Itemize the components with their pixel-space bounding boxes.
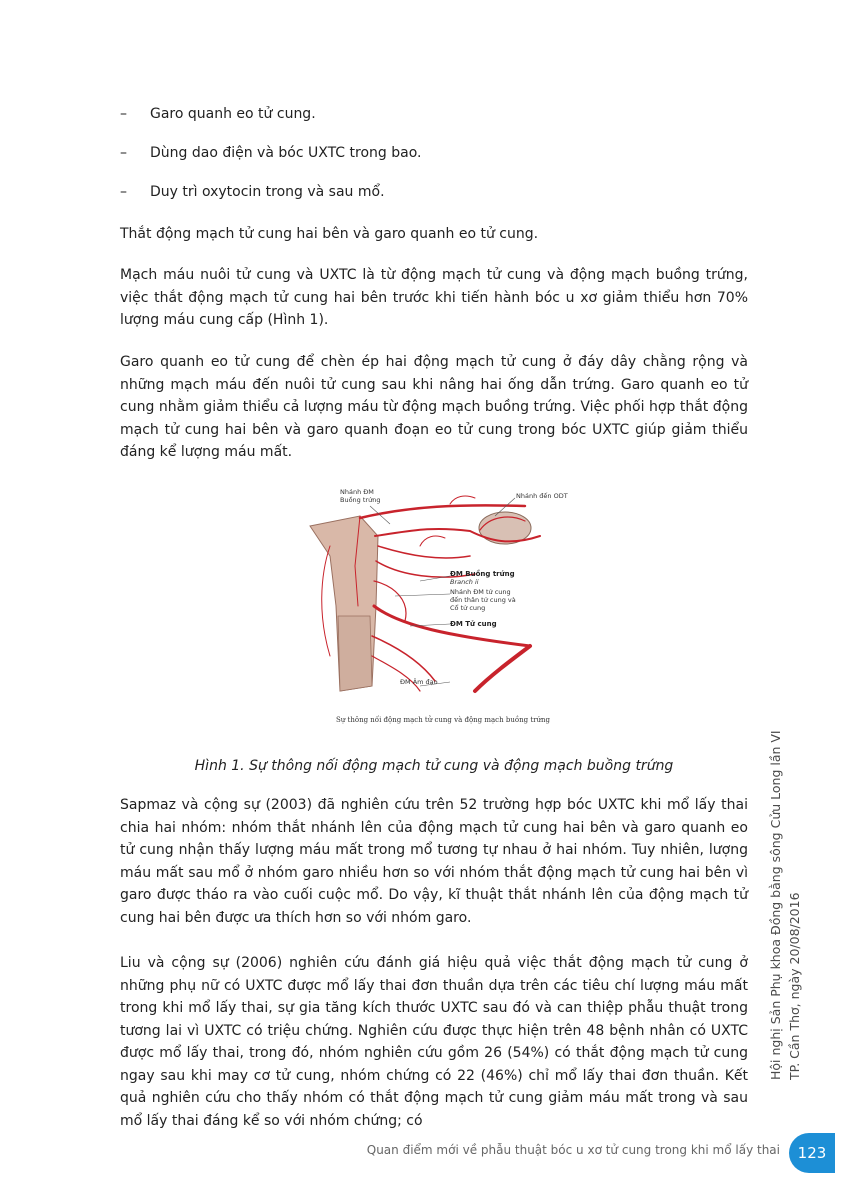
label-ovarian-artery: ĐM Buồng trứng (450, 570, 515, 578)
label-ovarian-branch-1: Nhánh ĐM (340, 488, 374, 496)
page-number-badge (789, 1133, 835, 1173)
page-number: 123 (797, 1144, 827, 1162)
figure-inner-caption: Sự thông nối động mạch tử cung và động mạch buồng trứng (336, 716, 550, 724)
conference-side-banner (766, 660, 804, 1080)
paragraph: Liu và cộng sự (2006) nghiên cứu đánh giá hiệu quả việc thắt động mạch tử cung ở những phụ nữ có UXTC được mổ lấy thai đơn thuần dựa trên các tiêu chí lượng máu mất trong khi mổ lấy thai, sự gia tăng kích thước UXTC sau đó và can thiệp phẫu thuật trong tương lai vì UXTC có triệu chứng. Nghiên cứu được thực hiện trên 48 bệnh nhân có UXTC được mổ lấy thai, trong đó, nhóm nghiên cứu gồm 26 (54%) có thắt động mạch tử cung ngay sau khi may cơ tử cung, nhóm chứng có 22 (46%) chỉ mổ lấy thai đơn thuần. Kết quả nghiên cứu cho thấy nhóm có thắt động mạch tử cung giảm máu mất trong và sau mổ lấy thai đáng kể so với nhóm chứng; có (120, 955, 748, 1129)
anatomy-figure (300, 486, 568, 726)
bullet-text: Duy trì oxytocin trong và sau mổ. (150, 184, 385, 200)
side-text-line1: Hội nghị Sản Phụ khoa Đồng bằng sông Cửu Long lần VI (768, 730, 783, 1080)
label-vaginal-artery: ĐM Âm đạo (400, 678, 438, 686)
label-ovarian-branch-2: Buồng trứng (340, 496, 381, 504)
label-branch-ii: Branch ii (450, 578, 479, 586)
artery-diagram (300, 486, 568, 716)
bullet-dash: – (120, 106, 127, 122)
paragraph: Garo quanh eo tử cung để chèn ép hai động mạch tử cung ở đáy dây chằng rộng và những mạch máu đến nuôi tử cung sau khi nâng hai ống dẫn trứng. Garo quanh eo tử cung nhằm giảm thiểu cả lượng máu từ động mạch buồng trứng. Việc phối hợp thắt động mạch tử cung hai bên và garo quanh đoạn eo tử cung trong bóc UXTC giúp giảm thiểu đáng kể lượng máu mất. (120, 354, 748, 460)
bullet-item (120, 104, 760, 124)
footer-title: Quan điểm mới về phẫu thuật bóc u xơ tử cung trong khi mổ lấy thai (366, 1143, 780, 1157)
side-text-line2: TP. Cần Thơ, ngày 20/08/2016 (787, 892, 802, 1080)
bullet-list (120, 104, 760, 221)
bullet-dash: – (120, 184, 127, 200)
paragraph: Sapmaz và cộng sự (2003) đã nghiên cứu trên 52 trường hợp bóc UXTC khi mổ lấy thai chia hai nhóm: nhóm thắt nhánh lên của động mạch tử cung hai bên và garo quanh eo tử cung nhận thấy lượng máu mất trong mổ tương tự nhau ở hai nhóm. Tuy nhiên, lượng máu mất sau mổ ở nhóm garo nhiều hơn so với nhóm thắt động mạch tử cung hai bên vì garo được tháo ra vào cuối cuộc mổ. Do vậy, kĩ thuật thắt nhánh lên của động mạch tử cung hai bên được ưa thích hơn so với nhóm garo. (120, 797, 748, 926)
label-uterine-artery: ĐM Tử cung (450, 620, 497, 628)
bullet-text: Dùng dao điện và bóc UXTC trong bao. (150, 145, 422, 161)
figure-caption: Hình 1. Sự thông nối động mạch tử cung và động mạch buồng trứng (194, 758, 674, 774)
bullet-item (120, 143, 760, 163)
label-tube-branch: Nhánh đến ODT (516, 492, 568, 500)
paragraph: Mạch máu nuôi tử cung và UXTC là từ động mạch tử cung và động mạch buồng trứng, việc thắt động mạch tử cung hai bên trước khi tiến hành bóc u xơ giảm thiểu hơn 70% lượng máu cung cấp (Hình 1). (120, 267, 748, 328)
paragraph: Thắt động mạch tử cung hai bên và garo quanh eo tử cung. (120, 226, 539, 242)
label-body-branch-2: đến thân tử cung và (450, 596, 516, 604)
bullet-text: Garo quanh eo tử cung. (150, 106, 316, 122)
cervix-shape (338, 616, 372, 691)
bullet-item (120, 182, 760, 202)
label-body-branch-3: Cổ tử cung (450, 604, 486, 612)
bullet-dash: – (120, 145, 127, 161)
label-body-branch-1: Nhánh ĐM tử cung (450, 588, 511, 596)
